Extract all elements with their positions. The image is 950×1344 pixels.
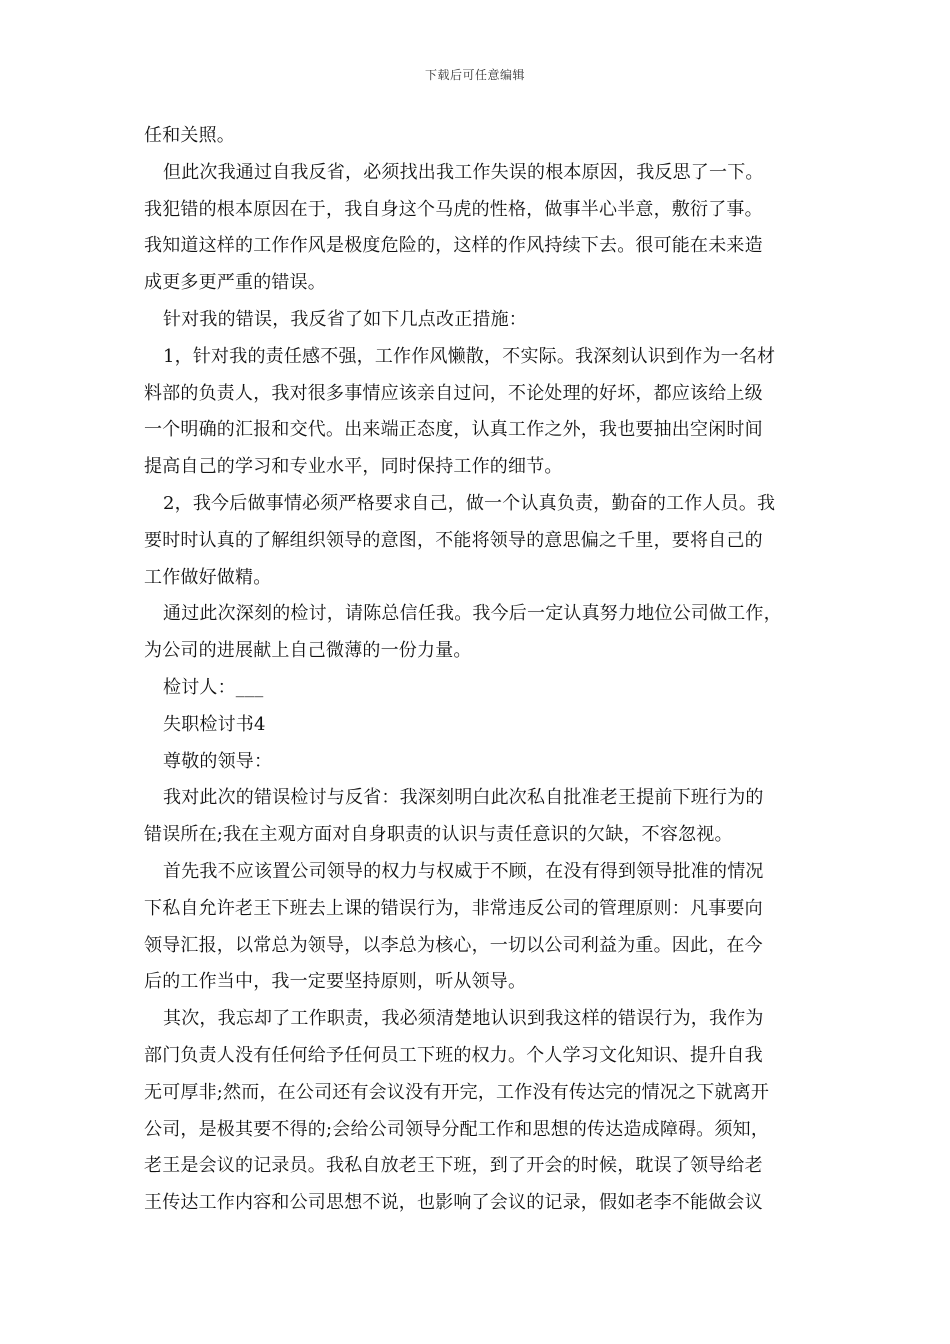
text-line: 提高自己的学习和专业水平，同时保持工作的细节。 [144, 456, 563, 478]
text-line: 检讨人：___ [163, 676, 264, 698]
page-header: 下载后可任意编辑 [424, 68, 525, 82]
text-line: 老王是会议的记录员。我私自放老王下班，到了开会的时候，耽误了领导给老 [144, 1155, 763, 1177]
text-line: 料部的负责人，我对很多事情应该亲自过问，不论处理的好坏，都应该给上级 [144, 382, 763, 404]
text-line: 我知道这样的工作作风是极度危险的，这样的作风持续下去。很可能在未来造 [144, 235, 763, 257]
text-line: 一个明确的汇报和交代。出来端正态度，认真工作之外，我也要抽出空闲时间 [144, 419, 763, 441]
text-line: 工作做好做精。 [144, 566, 272, 588]
text-line: 要时时认真的了解组织领导的意图，不能将领导的意思偏之千里，要将自己的 [144, 529, 763, 551]
text-line: 王传达工作内容和公司思想不说，也影响了会议的记录，假如老李不能做会议 [144, 1192, 763, 1214]
text-line: 1，针对我的责任感不强，工作作风懒散，不实际。我深刻认识到作为一名材 [163, 345, 776, 367]
text-line: 领导汇报，以常总为领导，以李总为核心，一切以公司利益为重。因此，在今 [144, 934, 763, 956]
text-line: 我对此次的错误检讨与反省：我深刻明白此次私自批准老王提前下班行为的 [163, 787, 764, 809]
document-body [144, 118, 814, 1222]
text-line: 我犯错的根本原因在于，我自身这个马虎的性格，做事半心半意，敷衍了事。 [144, 198, 763, 220]
text-line: 下私自允许老王下班去上课的错误行为，非常违反公司的管理原则：凡事要向 [144, 897, 763, 919]
text-line: 失职检讨书4 [163, 713, 266, 735]
text-line: 尊敬的领导： [163, 750, 273, 772]
text-line: 通过此次深刻的检讨，请陈总信任我。我今后一定认真努力地位公司做工作， [163, 603, 782, 625]
text-line: 后的工作当中，我一定要坚持原则，听从领导。 [144, 971, 527, 993]
text-line: 错误所在;我在主观方面对自身职责的认识与责任意识的欠缺，不容忽视。 [144, 824, 733, 846]
text-line: 成更多更严重的错误。 [144, 272, 326, 294]
text-line: 无可厚非;然而，在公司还有会议没有开完，工作没有传达完的情况之下就离开 [144, 1081, 770, 1103]
text-line: 为公司的进展献上自己微薄的一份力量。 [144, 640, 472, 662]
text-line: 2，我今后做事情必须严格要求自己，做一个认真负责，勤奋的工作人员。我 [163, 492, 776, 514]
text-line: 部门负责人没有任何给予任何员工下班的权力。个人学习文化知识、提升自我 [144, 1044, 763, 1066]
text-line: 任和关照。 [144, 125, 235, 146]
text-line: 但此次我通过自我反省，必须找出我工作失误的根本原因，我反思了一下。 [163, 161, 764, 183]
text-line: 公司，是极其要不得的;会给公司领导分配工作和思想的传达造成障碍。须知， [144, 1118, 770, 1140]
text-line: 其次，我忘却了工作职责，我必须清楚地认识到我这样的错误行为，我作为 [163, 1008, 764, 1030]
text-line: 首先我不应该置公司领导的权力与权威于不顾，在没有得到领导批准的情况 [163, 860, 764, 882]
text-line: 针对我的错误，我反省了如下几点改正措施： [163, 308, 527, 330]
